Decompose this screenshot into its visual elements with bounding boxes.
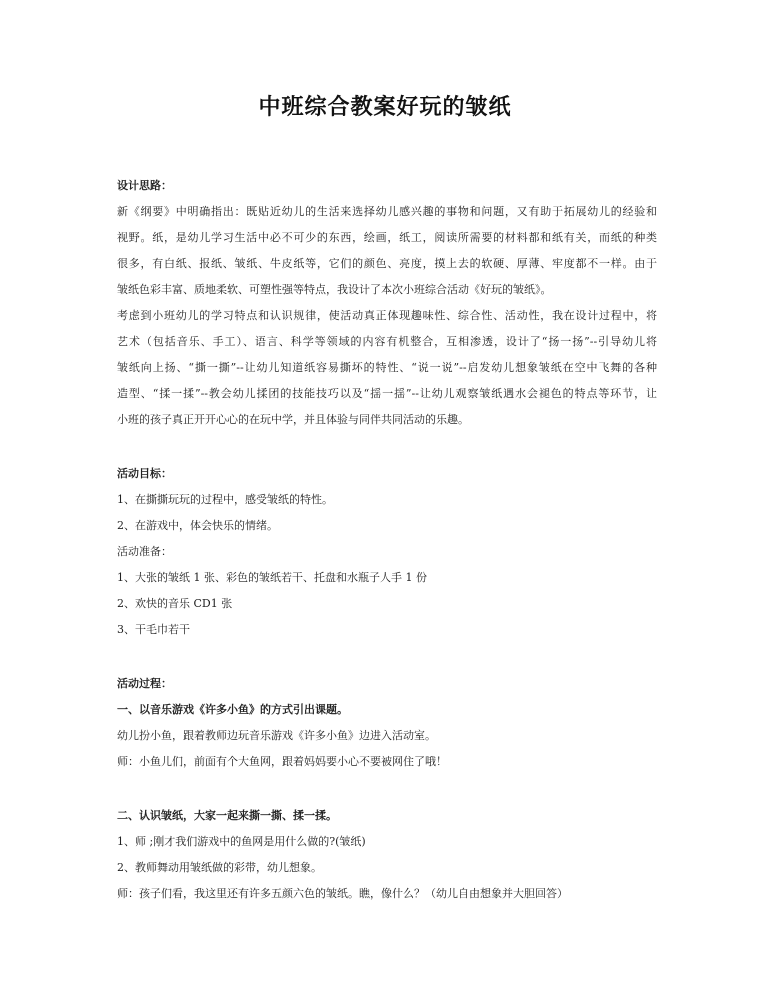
prep-heading: 活动准备： xyxy=(117,545,172,558)
paragraph-line: 很多，有白纸、报纸、皱纸、牛皮纸等，它们的颜色、亮度，摸上去的软硬、厚薄、牢度都不一样。由于 xyxy=(117,257,657,270)
paragraph-line: 视野。纸，是幼儿学习生活中必不可少的东西，绘画，纸工，阅读所需要的材料都和纸有关，而纸的种类 xyxy=(117,231,657,244)
process-step-2-title: 二、认识皱纸，大家一起来撕一撕、揉一揉。 xyxy=(117,809,337,822)
paragraph-line: 皱纸色彩丰富、质地柔软、可塑性强等特点，我设计了本次小班综合活动《好玩的皱纸》。 xyxy=(117,283,552,296)
paragraph-line: 考虑到小班幼儿的学习特点和认识规律，使活动真正体现趣味性、综合性、活动性，我在设计过程中，将 xyxy=(117,309,657,322)
process-heading: 活动过程： xyxy=(117,677,172,690)
paragraph-line: 艺术（包括音乐、手工）、语言、科学等领域的内容有机整合，互相渗透，设计了“扬一扬”--引导幼儿将 xyxy=(117,335,657,348)
goal-item: 1、在撕撕玩玩的过程中，感受皱纸的特性。 xyxy=(117,493,333,506)
section-spacer xyxy=(117,648,657,676)
section-spacer xyxy=(117,438,657,466)
process-step-line: 师：孩子们看，我这里还有许多五颜六色的皱纸。瞧，像什么？（幼儿自由想象并大胆回答） xyxy=(117,887,568,900)
paragraph-line: 小班的孩子真正开开心心的在玩中学，并且体验与同伴共同活动的乐趣。 xyxy=(117,413,469,426)
prep-item: 2、欢快的音乐 CD1 张 xyxy=(117,597,233,610)
goals-heading: 活动目标： xyxy=(117,467,172,480)
document-body xyxy=(117,178,657,912)
design-paragraph-1 xyxy=(117,204,657,308)
process-step-1-title: 一、以音乐游戏《许多小鱼》的方式引出课题。 xyxy=(117,703,348,716)
paragraph-line: 新《纲要》中明确指出：既贴近幼儿的生活来选择幼儿感兴趣的事物和问题，又有助于拓展幼儿的经验和 xyxy=(117,205,657,218)
prep-item: 1、大张的皱纸 1 张、彩色的皱纸若干、托盘和水瓶子人手 1 份 xyxy=(117,571,427,584)
design-heading: 设计思路： xyxy=(117,179,172,192)
process-step-line: 幼儿扮小鱼，跟着教师边玩音乐游戏《许多小鱼》边进入活动室。 xyxy=(117,729,436,742)
paragraph-line: 造型、“揉一揉”--教会幼儿揉团的技能技巧以及“揺一揺”--让幼儿观察皱纸遇水会褪色的特点等环节，让 xyxy=(117,387,657,400)
document-title: 中班综合教案好玩的皱纸 xyxy=(258,94,512,120)
design-paragraph-2 xyxy=(117,308,657,438)
process-step-line: 1、师 ;刚才我们游戏中的鱼网是用什么做的?(皱纸) xyxy=(117,835,366,848)
section-spacer xyxy=(117,780,657,808)
paragraph-line: 皱纸向上扬、“撕一撕”--让幼儿知道纸容易撕坏的特性、“说一说”--启发幼儿想象皱纸在空中飞舞的各种 xyxy=(117,361,657,374)
process-step-line: 2、教师舞动用皱纸做的彩带，幼儿想象。 xyxy=(117,861,322,874)
process-step-line: 师：小鱼儿们，前面有个大鱼网，跟着妈妈要小心不要被网住了哦！ xyxy=(117,755,447,768)
prep-item: 3、干毛巾若干 xyxy=(117,623,190,636)
goal-item: 2、在游戏中，体会快乐的情绪。 xyxy=(117,519,278,532)
